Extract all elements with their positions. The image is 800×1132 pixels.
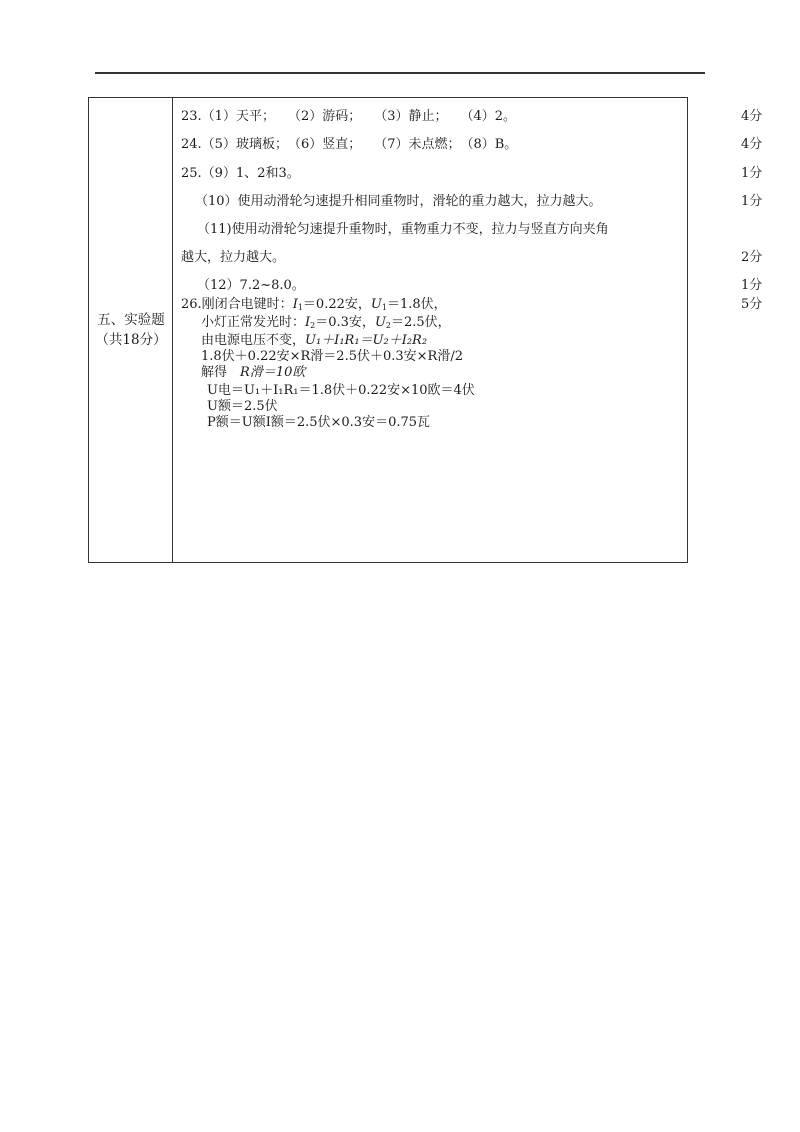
q26-line2: 小灯正常发光时：$I_2=0.3$安，$U_2=2.5$伏， — [201, 315, 451, 330]
section-label — [89, 310, 173, 350]
q25-part10: （10）使用动滑轮匀速提升相同重物时，滑轮的重力越大，拉力越大。 — [195, 194, 602, 209]
q25-part9-score: 1分 — [741, 166, 763, 181]
q25-part10-score: 1分 — [741, 194, 763, 209]
q26-line6: U电＝U₁＋I₁R₁＝1.8伏＋0.22安×10欧＝4伏 — [207, 383, 475, 398]
q23-answer: 23.（1）天平； （2）游码； （3）静止； （4）2。 — [181, 109, 517, 124]
q24-answer: 24.（5）玻璃板； （6）竖直； （7）未点燃； （8）B。 — [181, 137, 518, 152]
q26-line4: 1.8伏＋0.22安×R滑＝2.5伏＋0.3安×R滑/2 — [201, 349, 463, 364]
q26-line1: 26.刚闭合电键时：$I_1=0.22$安，$U_1=1.8$伏， — [181, 297, 447, 312]
header-rule — [95, 72, 705, 74]
q25-part11-line2: 越大，拉力越大。 — [181, 250, 286, 265]
section-subtitle: （共18分） — [95, 332, 167, 348]
q25-part11-line1: （11)使用动滑轮匀速提升重物时，重物重力不变，拉力与竖直方向夹角 — [197, 222, 609, 237]
q25-part12: （12）7.2~8.0。 — [197, 278, 305, 293]
q23-score: 4分 — [741, 109, 763, 124]
q26-line7: U额＝2.5伏 — [207, 399, 278, 414]
q24-score: 4分 — [741, 137, 763, 152]
q25-part9: 25.（9）1、2和3。 — [181, 166, 300, 181]
section-title: 五、实验题 — [97, 312, 165, 328]
q26-line8: P额＝U额I额＝2.5伏×0.3安＝0.75瓦 — [207, 415, 431, 430]
q25-part12-score: 1分 — [741, 278, 763, 293]
q26-line3: 由电源电压不变，U₁＋I₁R₁＝U₂＋I₂R₂ — [201, 333, 428, 348]
answer-table — [88, 97, 763, 563]
q25-part11-score: 2分 — [741, 250, 763, 265]
q26-line5: 解得 R滑＝10欧 — [201, 365, 306, 380]
section-cell — [89, 98, 173, 562]
q26-score: 5分 — [741, 297, 763, 312]
